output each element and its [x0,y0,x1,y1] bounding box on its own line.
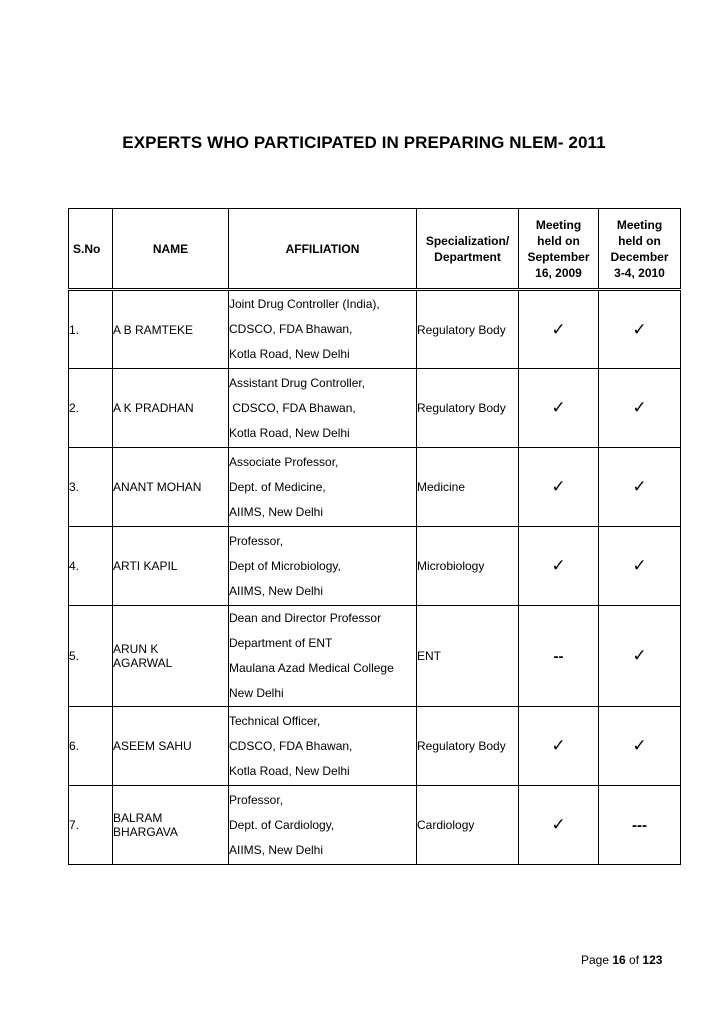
affiliation-line: CDSCO, FDA Bhawan, [229,322,353,336]
checkmark-icon: ✓ [599,527,681,606]
affiliation-line: CDSCO, FDA Bhawan, [229,400,356,415]
affiliation-line: Dept of Microbiology, [229,558,341,573]
checkmark-icon: ✓ [519,527,599,606]
header-name: NAME [113,209,229,290]
row-sno: 6. [69,707,113,786]
affiliation-line: Kotla Road, New Delhi [229,425,350,440]
table-row [69,606,681,707]
table-row [69,527,681,606]
page-current: 16 [612,953,626,967]
affiliation-line: Dean and Director Professor [229,611,382,625]
row-name [113,606,229,707]
affiliation-line: Dept. of Medicine, [229,479,326,494]
page-prefix: Page [581,953,613,967]
checkmark-icon: ✓ [599,707,681,786]
row-affiliation [229,448,417,527]
row-sno: 4. [69,527,113,606]
name-line: AGARWAL [113,656,173,670]
header-m2-line: Meeting [616,217,663,232]
checkmark-icon: ✓ [519,786,599,865]
table-row [69,369,681,448]
row-specialization: Cardiology [417,786,519,865]
experts-table [68,208,681,865]
row-name [113,786,229,865]
header-spec-line: Specialization/ [425,233,510,248]
row-name: ASEEM SAHU [113,707,229,786]
dash-marker: -- [519,606,599,707]
row-specialization: Medicine [417,448,519,527]
table-row [69,786,681,865]
header-m1-line: Meeting [535,217,582,232]
row-sno: 2. [69,369,113,448]
checkmark-icon: ✓ [599,369,681,448]
table-row [69,290,681,369]
page-number [581,953,662,967]
header-specialization [417,209,519,290]
row-specialization: ENT [417,606,519,707]
affiliation-line: Professor, [229,533,284,548]
row-name: ARTI KAPIL [113,527,229,606]
affiliation-line: Dept. of Cardiology, [229,817,335,832]
affiliation-line: Kotla Road, New Delhi [229,347,350,361]
header-m1-line: September [527,249,590,264]
checkmark-icon: ✓ [599,290,681,369]
row-affiliation [229,369,417,448]
row-sno: 1. [69,290,113,369]
checkmark-icon: ✓ [519,369,599,448]
affiliation-line: Joint Drug Controller (India), [229,297,380,311]
affiliation-line: AIIMS, New Delhi [229,583,324,598]
page-of: of [625,953,643,967]
affiliation-line: Maulana Azad Medical College [229,661,394,675]
row-specialization: Microbiology [417,527,519,606]
row-sno: 7. [69,786,113,865]
checkmark-icon: ✓ [519,707,599,786]
checkmark-icon: ✓ [599,606,681,707]
affiliation-line: CDSCO, FDA Bhawan, [229,738,353,753]
row-specialization: Regulatory Body [417,369,519,448]
header-meeting-2009 [519,209,599,290]
dash-marker: --- [599,786,681,865]
row-affiliation [229,786,417,865]
checkmark-icon: ✓ [599,448,681,527]
header-affiliation: AFFILIATION [229,209,417,290]
table-header-row [69,209,681,290]
affiliation-line: New Delhi [229,686,284,700]
row-specialization: Regulatory Body [417,290,519,369]
row-sno: 5. [69,606,113,707]
header-m1-line: 16, 2009 [535,265,582,280]
row-affiliation [229,290,417,369]
affiliation-line: Associate Professor, [229,454,339,469]
header-sno: S.No [69,209,113,290]
row-name: A B RAMTEKE [113,290,229,369]
page-title: EXPERTS WHO PARTICIPATED IN PREPARING NLEM- 2011 [122,133,606,152]
affiliation-line: Department of ENT [229,636,333,650]
name-line: ARUN K [113,642,159,656]
row-affiliation [229,527,417,606]
affiliation-line: Technical Officer, [229,713,321,728]
header-meeting-2010 [599,209,681,290]
row-sno: 3. [69,448,113,527]
checkmark-icon: ✓ [519,448,599,527]
table-row [69,707,681,786]
row-name: A K PRADHAN [113,369,229,448]
header-spec-line: Department [434,249,501,264]
affiliation-line: AIIMS, New Delhi [229,504,324,519]
row-name: ANANT MOHAN [113,448,229,527]
row-specialization: Regulatory Body [417,707,519,786]
checkmark-icon: ✓ [519,290,599,369]
affiliation-line: Professor, [229,792,284,807]
name-line: BHARGAVA [113,825,178,839]
affiliation-line: Assistant Drug Controller, [229,375,366,390]
header-m2-line: 3-4, 2010 [614,265,665,280]
header-m2-line: held on [618,233,661,248]
header-m2-line: December [610,249,669,264]
table-row [69,448,681,527]
row-affiliation [229,606,417,707]
affiliation-line: Kotla Road, New Delhi [229,763,350,778]
header-m1-line: held on [537,233,580,248]
page-total: 123 [642,953,663,967]
affiliation-line: AIIMS, New Delhi [229,842,324,857]
name-line: BALRAM [113,811,163,825]
row-affiliation [229,707,417,786]
